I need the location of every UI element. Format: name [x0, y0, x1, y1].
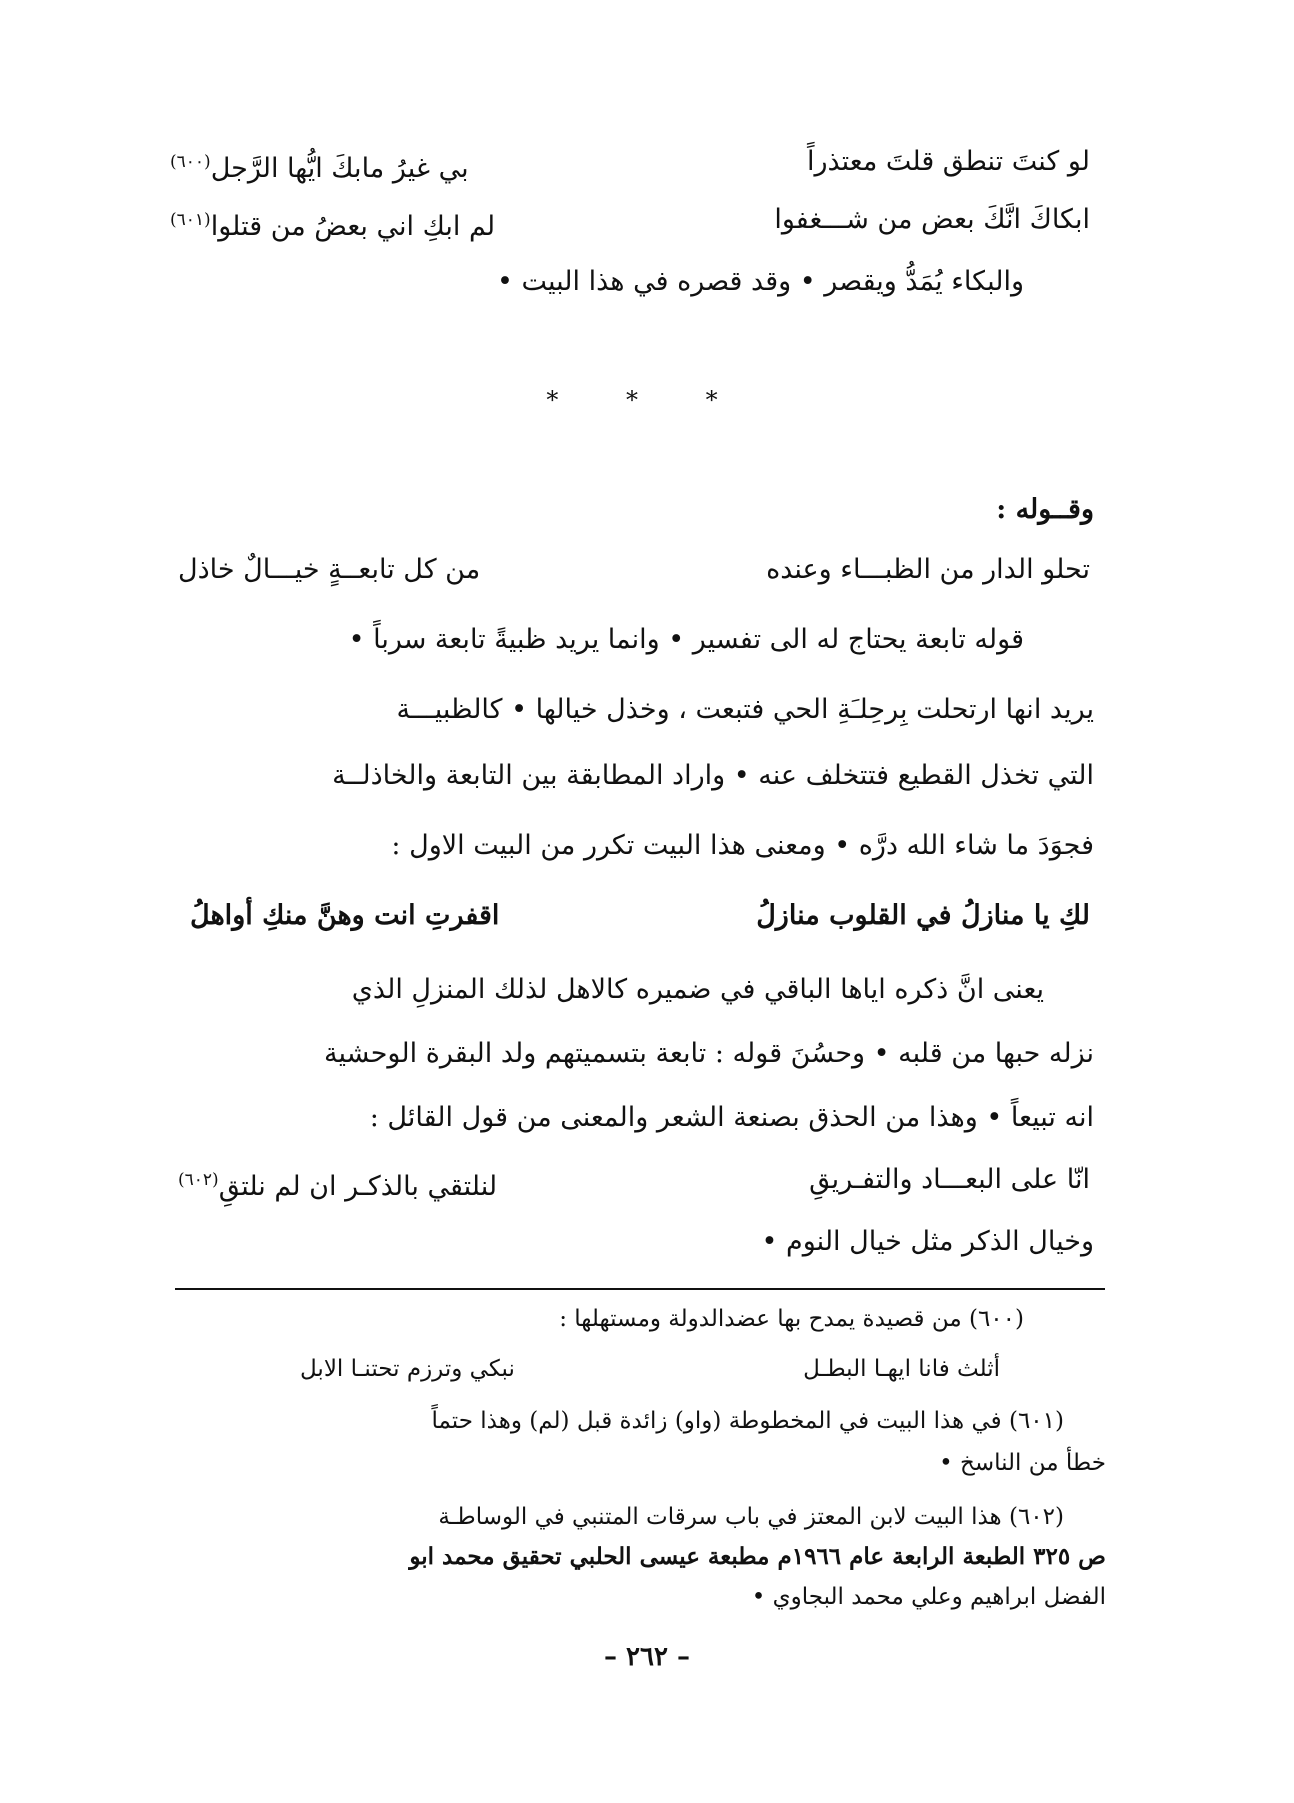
footnote-600-line-1: (٦٠٠) من قصيدة يمدح بها عضدالدولة ومستهلها :	[559, 1306, 1024, 1332]
footnote-ref-600: (٦٠٠)	[170, 152, 211, 172]
verse-third-second-text: لنلتقي بالذكـر ان لم نلتقِ	[218, 1171, 498, 1202]
verse-2-first-hemistich: ابكاكَ انَّكَ بعض من شـــغفوا	[774, 204, 1090, 235]
verse-second	[190, 896, 1090, 936]
footnote-601-line-2: خطأ من الناسخ •	[939, 1450, 1106, 1476]
footnote-600-verse-first: أثلث فانا ايهـا البطـل	[803, 1356, 1000, 1382]
paragraph2-line-3: انه تبيعاً • وهذا من الحذق بصنعة الشعر والمعنى من قول القائل :	[369, 1102, 1094, 1133]
section-separator-stars: * * *	[546, 386, 748, 414]
verse-second-second-hemistich: اقفرتِ انت وهنَّ منكِ أواهلُ	[190, 900, 500, 931]
footnote-602-line-2: ص ٣٢٥ الطبعة الرابعة عام ١٩٦٦م مطبعة عيسى الحلبي تحقيق محمد ابو	[409, 1543, 1106, 1570]
paragraph-line-2: يريد انها ارتحلت بِرحِلـَةِ الحي فتبعت ، وخذل خيالها • كالظبيـــة	[396, 694, 1094, 725]
paragraph-line-3: التي تخذل القطيع فتتخلف عنه • واراد المطابقة بين التابعة والخاذلــة	[332, 760, 1094, 791]
verse-main-second-hemistich: من كل تابعــةٍ خيـــالٌ خاذل	[178, 554, 481, 585]
footnote-601-line-1: (٦٠١) في هذا البيت في المخطوطة (واو) زائدة قبل (لم) وهذا حتماً	[431, 1408, 1064, 1434]
line-after-verses: والبكاء يُمَدُّ ويقصر • وقد قصره في هذا البيت •	[496, 266, 1024, 297]
paragraph2-line-2: نزله حبها من قلبه • وحسُنَ قوله : تابعة بتسميتهم ولد البقرة الوحشية	[324, 1038, 1094, 1069]
verse-1-second-text: بي غيرُ مابكَ ايُّها الرَّجل	[210, 153, 469, 184]
verse-third-first-hemistich: انّا على البعـــاد والتفـريقِ	[809, 1164, 1090, 1195]
verse-2-second-hemistich	[170, 200, 495, 247]
paragraph-line-4: فجوَدَ ما شاء الله درَّه • ومعنى هذا البيت تكرر من البيت الاول :	[391, 830, 1094, 861]
paragraph-line-1: قوله تابعة يحتاج له الى تفسير • وانما يريد ظبيةً تابعة سرباً •	[348, 624, 1024, 655]
footnote-600-verse-second: نبكي وترزم تحتنـا الابل	[300, 1356, 515, 1382]
verse-third	[178, 1160, 1090, 1207]
paragraph2-line-1: يعنى انَّ ذكره اياها الباقي في ضميره كالاهل لذلك المنزلِ الذي	[351, 974, 1044, 1005]
footnote-602-line-3: الفضل ابراهيم وعلي محمد البجاوي •	[751, 1584, 1106, 1610]
verse-line-2	[170, 200, 1090, 247]
verse-1-second-hemistich	[170, 142, 469, 189]
page-number: – ٢٦٢ –	[603, 1642, 691, 1672]
verse-main-first-hemistich: تحلو الدار من الظبـــاء وعنده	[766, 554, 1090, 585]
quote-intro: وقــوله :	[996, 494, 1094, 525]
verse-third-second-hemistich	[178, 1160, 497, 1207]
verse-line-1	[170, 142, 1090, 189]
footnote-602-line-1: (٦٠٢) هذا البيت لابن المعتز في باب سرقات المتنبي في الوساطـة	[438, 1504, 1064, 1530]
verse-main	[178, 550, 1090, 590]
verse-second-first-hemistich: لكِ يا منازلُ في القلوب منازلُ	[756, 900, 1090, 931]
line-final: وخيال الذكر مثل خيال النوم •	[761, 1226, 1094, 1257]
verse-2-second-text: لم ابكِ اني بعضُ من قتلوا	[210, 211, 496, 242]
verse-1-first-hemistich: لو كنتَ تنطق قلتَ معتذراً	[806, 146, 1090, 177]
footnote-divider	[175, 1288, 1105, 1290]
footnote-600-verse	[300, 1352, 1000, 1386]
footnote-ref-602: (٦٠٢)	[178, 1170, 219, 1190]
footnote-ref-601: (٦٠١)	[170, 210, 211, 230]
